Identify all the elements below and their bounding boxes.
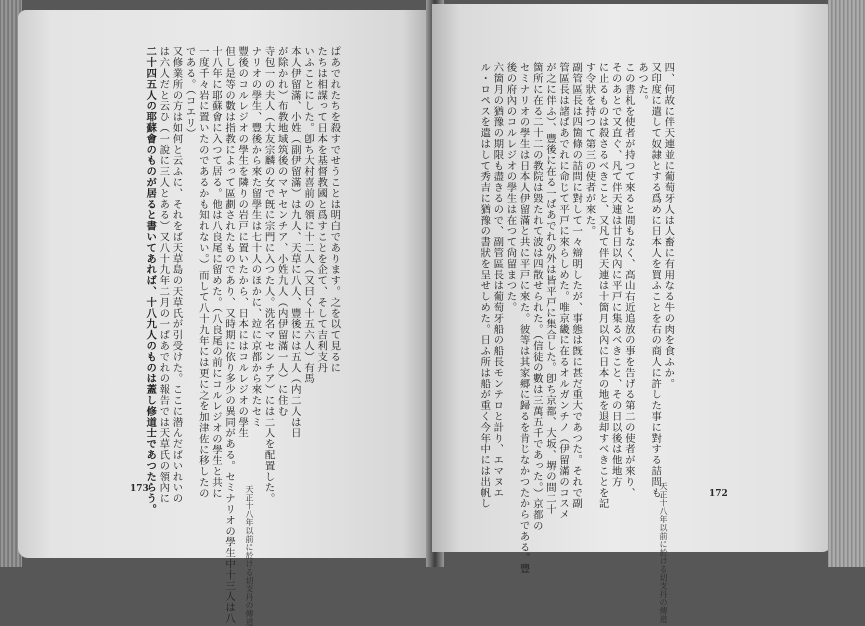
text-column: セミナリオの學生は日本人伊留滿と共に平戸に來た。彼等は其家郷に歸るを肯じなかつたからである。豐 <box>517 62 530 575</box>
text-column: この書札を使者が持つて來ると間もなく、高山右近追放の事を告げる第二の使者が來り、 <box>622 62 635 498</box>
text-column: ル・ロペスを遣はして秀吉に猶豫の書狀を呈せしめた。日ふ所は船が重く今年中には出帆し <box>478 62 491 509</box>
page-number: 172 <box>709 489 728 499</box>
text-column: す令狀を持つて第三の使者が來た。 <box>583 62 596 237</box>
text-column: 箇所に在る二十二の教院は毀たれて波は四散せられた。（信徒の數は三萬五千であった。）京都の <box>530 62 543 532</box>
text-column: たちは相謀って日本を基督教國と爲すことを企て、そして吉利支丹 <box>315 46 328 373</box>
text-column: 寺包一の夫人（大友宗麟の女で旣に宗門に入つた人。洗名マセンチア）には二人を配置した。 <box>262 46 275 504</box>
text-column: 十八年に耶蘇會に入つて居る。他は八良尾に留めた。（八良尾の前にコルレジオの學生と共に <box>209 46 222 499</box>
text-column: が之に伴ふ）、豐後に在る一ぱあでれの外は皆平戸に集合した。卽ち京都、大坂、堺の間二十 <box>543 62 556 515</box>
text-column: ナリオの學生、豐後から來た留學生は七十人のほかに、竝に京都から來たセミ <box>249 46 262 428</box>
page-number: 173 <box>130 484 149 494</box>
text-column: 後の府內のコルレジオの學生は在つて尙留まつた。 <box>504 62 517 313</box>
text-column: 四、何故に伴天連並に葡萄牙人は人畜に有用なる牛の肉を食ふか。 <box>662 62 675 389</box>
text-column: 又修業所の方は如何と云ふに、それをば天草島の天草氏が引受けた。ここに潜んだばいれいの <box>170 46 183 504</box>
text-column: 又印度に遣して奴隷とする爲めに日本人を買ふことを右の商人に許した事に對する詰問も <box>649 62 662 498</box>
text-column: あつた。 <box>636 62 649 106</box>
running-head: 天正十八年以前に於ける切支丹の傳道 <box>659 482 668 624</box>
text-column: 一度千々岩に置いたのであるかも知れない。）而して八十九年には更に之を加津佐に移したの <box>196 46 209 499</box>
text-column: 管區長は諸ぱあでれに命じて平戸に來らしめた。唯京畿に在るオルガンチノ（伊留滿のコスメ <box>557 62 570 520</box>
book-edge-right <box>828 0 865 567</box>
left-page <box>18 10 436 626</box>
text-column: そのあとで又直ぐ、凡て伴天連は廿日以內に平戸に集るべきこと、その日以後は他地方 <box>609 62 622 488</box>
text-column: ぱあでれたちを殺すでせうことは明白であります。之を以て見るに <box>328 46 341 373</box>
text-column: が除かれ）布教地域筑後のマヤセンチア、小姓九人（内伊留滿一人）に住む <box>275 46 288 417</box>
text-column: 本人伊留滿、小姓（副伊留滿）は九人、天草に八人、豐後には五人（内二人は日 <box>288 46 301 439</box>
text-column: 副管區長は四箇條の詰問に對して一々辯明したが、事態は旣に甚だ重大であつた。それで副 <box>570 62 583 509</box>
text-column: である。（コエリ） <box>183 46 196 139</box>
text-column: は六人だと云ひ（一說に三人とある）又八十九年二月の一ぱあでれの報告では天草氏の領內に <box>157 46 170 504</box>
running-head: 天正十八年以前に於ける切支丹の傳道 <box>245 485 254 626</box>
text-column: に止るものは殺さるべきこと、又凡て伴天連は十箇月以內に日本の地を退却すべきことを記 <box>596 62 609 509</box>
text-column: 豐後のコルレジオの學生を隣りの岩戸に置いたから、日本にはコルレジオの學生 <box>236 46 249 439</box>
text-column: 二十四五人の耶蘇會のものが居ると書いてあれば、十八九人のものは蓋し修道士であつたらう。 <box>144 46 157 515</box>
right-page <box>432 4 832 624</box>
text-column: 但し是等の數は指教によって區劃されたものであり、又時期に依り多少の異同がある。セミナリオの學生中十三人は八 <box>223 46 236 624</box>
text-column: いふことにした。卽ち大村喜前の領に十二人（又曰く十五六人）有馬 <box>302 46 315 384</box>
text-column: 六箇月の猶豫の期限も盡きるので、副管區長は葡萄牙船の船長モンテロと計り、エマヌエ <box>491 62 504 498</box>
